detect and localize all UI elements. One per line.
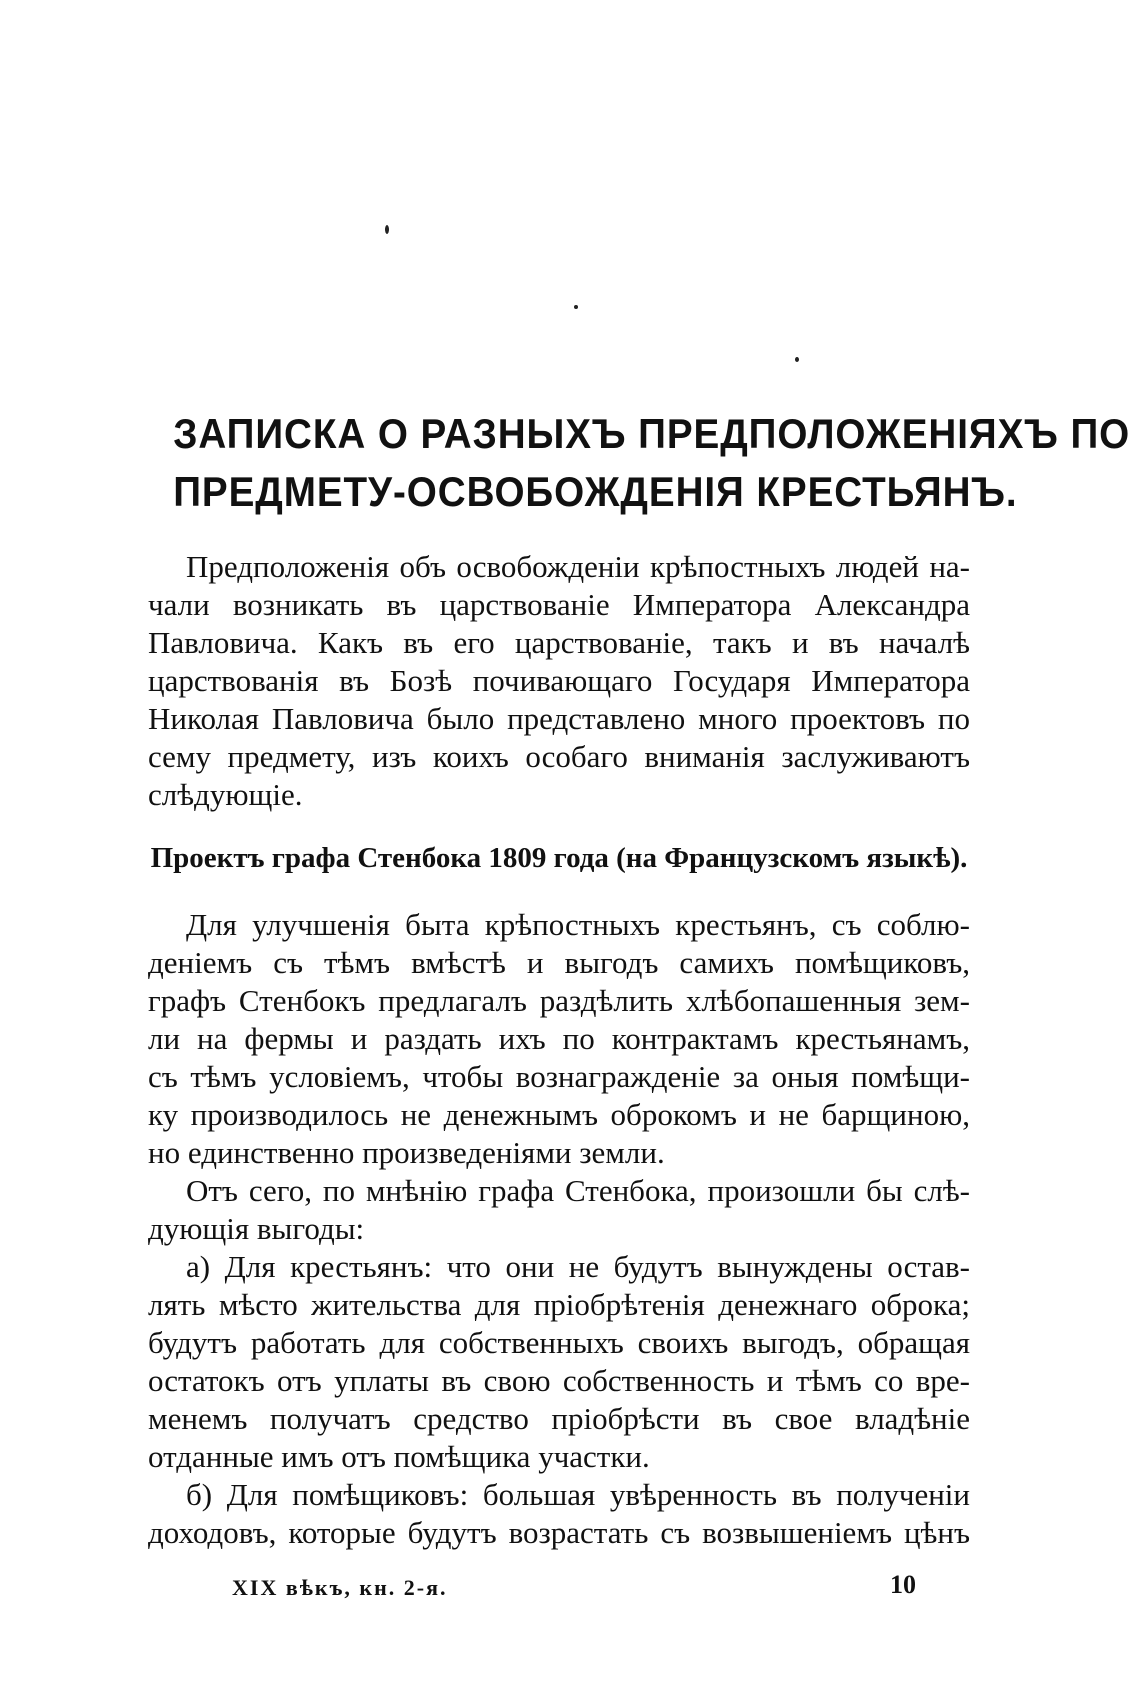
text-line: лять мѣсто жительства для пріобрѣтенія денежнаго оброка;: [148, 1287, 970, 1322]
text-line: остатокъ отъ уплаты въ свою собственность и тѣмъ со вре-: [148, 1363, 970, 1398]
text-line: слѣдующіе.: [148, 777, 303, 812]
text-line: Николая Павловича было представлено много проектовъ по: [148, 701, 970, 736]
text-line: Отъ сего, по мнѣнію графа Стенбока, произошли бы слѣ-: [186, 1173, 970, 1208]
text-line: Для улучшенія быта крѣпостныхъ крестьянъ, съ соблю-: [186, 907, 970, 942]
text-line: сему предмету, изъ коихъ особаго вниманія заслуживаютъ: [148, 739, 970, 774]
text-line: чали возникать въ царствованіе Императора Александра: [148, 587, 970, 622]
footer-signature: XIX вѣкъ, кн. 2-я.: [232, 1575, 448, 1600]
title-line-1: ЗАПИСКА О РАЗНЫХЪ ПРЕДПОЛОЖЕНІЯХЪ ПО: [173, 410, 1131, 457]
text-line: деніемъ съ тѣмъ вмѣстѣ и выгодъ самихъ помѣщиковъ,: [148, 945, 970, 980]
page-title: [173, 405, 1131, 521]
body-paragraph-3: [148, 1248, 970, 1476]
text-line: менемъ получатъ средство пріобрѣсти въ свое владѣніе: [148, 1401, 970, 1436]
text-line: царствованія въ Бозѣ почивающаго Государя Императора: [148, 663, 970, 698]
scan-speck: [574, 305, 578, 309]
text-line: а) Для крестьянъ: что они не будутъ вынуждены остав-: [186, 1249, 970, 1284]
text-line: ли на фермы и раздать ихъ по контрактамъ крестьянамъ,: [148, 1021, 970, 1056]
scan-speck: [385, 225, 389, 234]
scan-speck: [795, 357, 799, 362]
text-line: доходовъ, которые будутъ возрастать съ возвышеніемъ цѣнъ: [148, 1515, 970, 1550]
text-line: Предположенія объ освобожденіи крѣпостныхъ людей на-: [186, 549, 970, 584]
title-line-2: ПРЕДМЕТУ-ОСВОБОЖДЕНІЯ КРЕСТЬЯНЪ.: [173, 468, 1018, 515]
text-line: будутъ работать для собственныхъ своихъ выгодъ, обращая: [148, 1325, 970, 1360]
text-line: графъ Стенбокъ предлагалъ раздѣлить хлѣбопашенныя зем-: [148, 983, 970, 1018]
body-paragraph-2: [148, 1172, 970, 1248]
text-line: ку производилось не денежнымъ оброкомъ и не барщиною,: [148, 1097, 970, 1132]
page-number: 10: [890, 1570, 916, 1599]
text-line: дующія выгоды:: [148, 1211, 365, 1246]
body-paragraph-1: [148, 906, 970, 1172]
text-line: отданные имъ отъ помѣщика участки.: [148, 1439, 650, 1474]
text-line: съ тѣмъ условіемъ, чтобы вознагражденіе за оныя помѣщи-: [148, 1059, 970, 1094]
text-line: Павловича. Какъ въ его царствованіе, такъ и въ началѣ: [148, 625, 970, 660]
intro-paragraph: [148, 548, 970, 814]
text-line: но единственно произведеніями земли.: [148, 1135, 665, 1170]
section-heading: Проектъ графа Стенбока 1809 года (на Французскомъ языкѣ).: [150, 842, 968, 874]
text-line: б) Для помѣщиковъ: большая увѣренность въ полученіи: [186, 1477, 970, 1512]
body-paragraph-4: [148, 1476, 970, 1552]
